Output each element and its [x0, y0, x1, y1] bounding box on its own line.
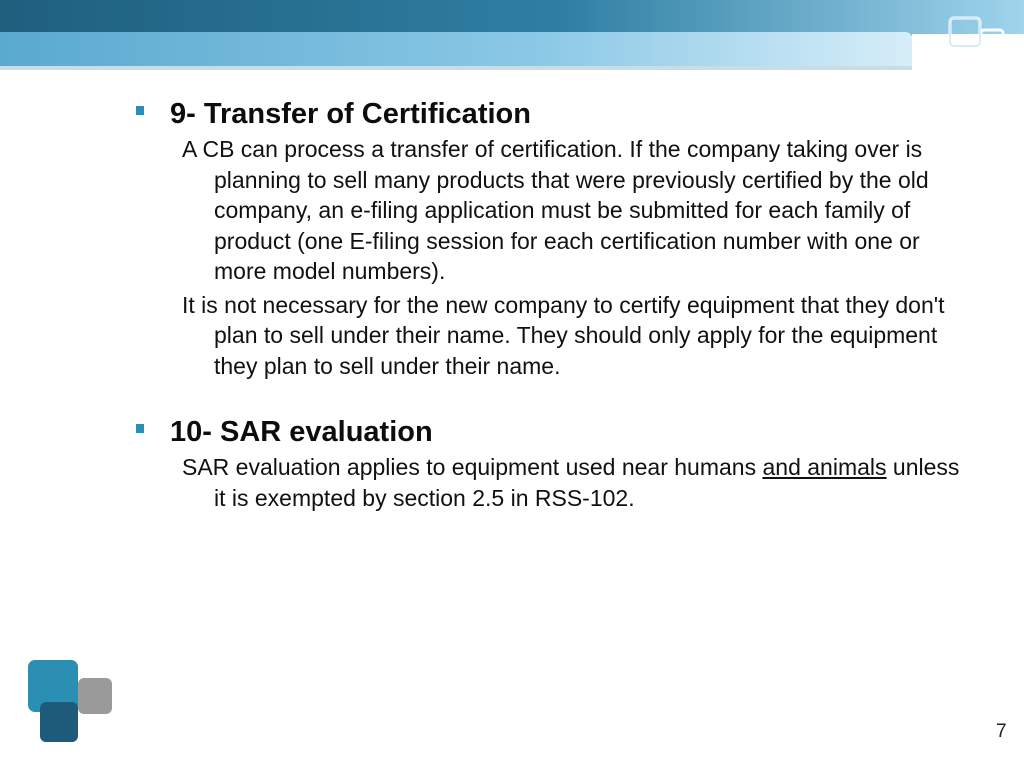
paragraph-sar [182, 452, 960, 513]
sar-text-after: unless it is exempted by section 2.5 in RSS-102. [214, 454, 960, 511]
section-transfer-of-certification [130, 96, 960, 132]
section-sar-evaluation [130, 414, 960, 450]
logo-bottom-left [26, 658, 116, 746]
page-number: 7 [996, 721, 1007, 742]
paragraph-transfer-not-necessary: It is not necessary for the new company to certify equipment that they don't plan to sell under their name. They should only apply for the equipment they plan to sell under their name. [182, 291, 945, 379]
sar-text-before: SAR evaluation applies to equipment used near humans [182, 454, 763, 480]
bullet-square-icon [136, 424, 144, 433]
banner-graphic [0, 0, 1024, 80]
sar-underlined-text: and animals [762, 454, 887, 480]
section-heading: 9- Transfer of Certification [170, 98, 531, 130]
paragraph-transfer-cb: A CB can process a transfer of certification. If the company taking over is planning to sell many products that were previously certified by the old company, an e-filing application must be submitted for each family of product (one E-filing session for each certification number with one or more model numbers). [182, 136, 929, 284]
bullet-square-icon [136, 106, 144, 115]
logo-top-right [940, 12, 1010, 76]
section-heading: 10- SAR evaluation [170, 416, 433, 448]
slide-body [130, 96, 960, 513]
header-banner [0, 0, 1024, 80]
